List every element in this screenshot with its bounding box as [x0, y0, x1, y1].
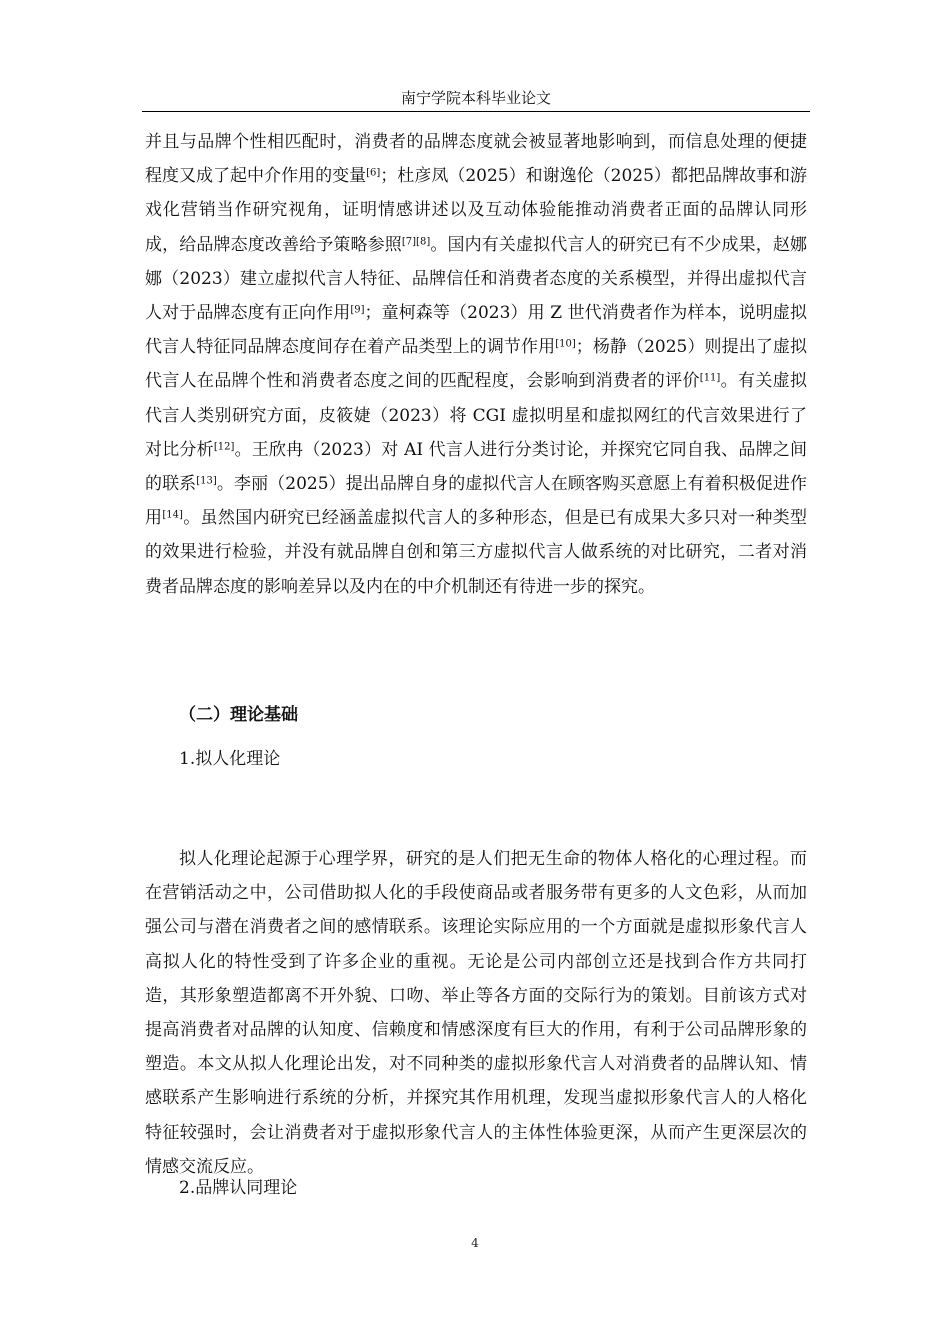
- citation-ref: [13]: [196, 475, 217, 487]
- citation-ref: [6]: [366, 167, 381, 179]
- citation-ref: [7][8]: [401, 236, 431, 248]
- paragraph-text: [145, 125, 807, 604]
- text-run: 。李丽（2025）提出品牌自身的虚拟代言人在顾客购买意愿上有着积极促进作用: [145, 474, 808, 529]
- subsection-heading-brand-identity: 2.品牌认同理论: [179, 1178, 298, 1198]
- text-run: 。国内有关虚拟代言人的研究已有不少成果，赵娜娜（2023）建立虚拟代言人特征、品牌信任和消费者态度的关系模型，并得出虚拟代言人对于品牌态度有正向作用: [145, 234, 808, 324]
- header-divider: [142, 111, 810, 112]
- text-run: 。有关虚拟代言人类别研究方面，皮筱婕（2023）将 CGI 虚拟明星和虚拟网红的代言效果进行了对比分析: [145, 371, 808, 460]
- section-heading: （二）理论基础: [179, 705, 298, 725]
- citation-ref: [10]: [555, 338, 576, 350]
- text-run: ；杜彦凤（2025）和谢逸伦（2025）都把品牌故事和游戏化营销当作研究视角，证明情感讲述以及互动体验能推动消费者正面的品牌认同形成，给品牌态度改善给予策略参照: [145, 166, 808, 255]
- citation-ref: [12]: [213, 441, 235, 453]
- body-paragraph-anthropomorphism: [145, 842, 807, 1184]
- citation-ref: [9]: [350, 304, 365, 316]
- page-number: 4: [471, 1236, 479, 1250]
- subsection-heading-anthropomorphism: 1.拟人化理论: [179, 749, 281, 769]
- citation-ref: [11]: [699, 372, 721, 384]
- text-run: 。虽然国内研究已经涵盖虚拟代言人的多种形态，但是已有成果大多只对一种类型的效果进行检验，并没有就品牌自创和第三方虚拟代言人做系统的对比研究，二者对消费者品牌态度的影响差异以及内在的中介机制还有待进一步的探究。: [145, 508, 808, 597]
- text-run: 并且与品牌个性相匹配时，消费者的品牌态度就会被显著地影响到，而信息处理的便捷程度又成了起中介作用的变量: [145, 132, 807, 187]
- text-run: ；杨静（2025）则提出了虚拟代言人在品牌个性和消费者态度之间的匹配程度，会影响到消费者的评价: [145, 337, 808, 392]
- citation-ref: [14]: [162, 509, 183, 521]
- paragraph-text: 拟人化理论起源于心理学界，研究的是人们把无生命的物体人格化的心理过程。而在营销活动之中，公司借助拟人化的手段使商品或者服务带有更多的人文色彩，从而加强公司与潜在消费者之间的感情联系。该理论实际应用的一个方面就是虚拟形象代言人高拟人化的特性受到了许多企业的重视。无论是公司内部创立还是找到合作方共同打造，其形象塑造都离不开外貌、口吻、举止等各方面的交际行为的策划。目前该方式对提高消费者对品牌的认知度、信赖度和情感深度有巨大的作用，有利于公司品牌形象的塑造。本文从拟人化理论出发，对不同种类的虚拟形象代言人对消费者的品牌认知、情感联系产生影响进行系统的分析，并探究其作用机理，发现当虚拟形象代言人的人格化特征较强时，会让消费者对于虚拟形象代言人的主体性体验更深，从而产生更深层次的情感交流反应。: [145, 849, 807, 1177]
- text-run: ；童柯森等（2023）用 Z 世代消费者作为样本，说明虚拟代言人特征同品牌态度间存在着产品类型上的调节作用: [145, 303, 807, 358]
- body-paragraph-literature: [145, 125, 807, 604]
- page-header: 南宁学院本科毕业论文: [400, 89, 551, 107]
- text-run: 。王欣冉（2023）对 AI 代言人进行分类讨论，并探究它同自我、品牌之间的联系: [145, 439, 808, 495]
